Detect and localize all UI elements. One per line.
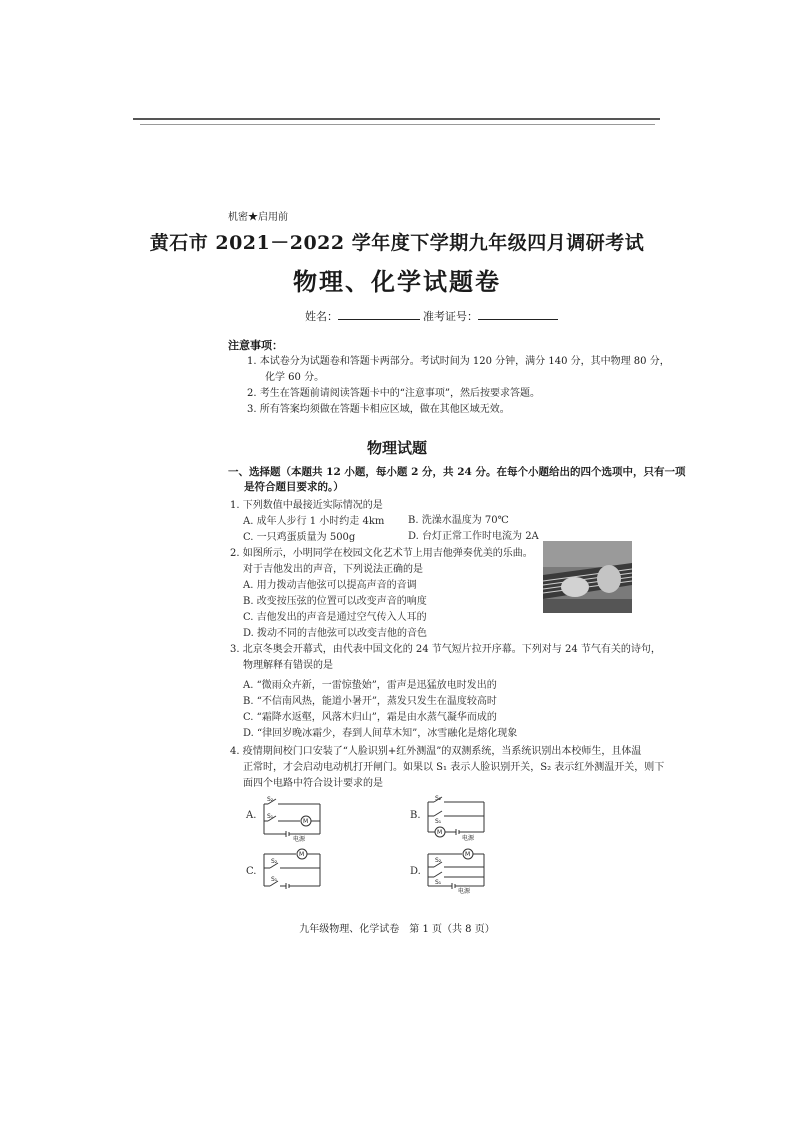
- q4-option-c-label: C.: [246, 866, 257, 877]
- q2-option-c: C. 吉他发出的声音是通过空气传入人耳的: [243, 612, 427, 623]
- circuit-c-motor-label: M: [299, 851, 305, 858]
- q2-option-a: A. 用力拨动吉他弦可以提高声音的音调: [243, 580, 417, 591]
- scan-top-edge: [133, 118, 660, 120]
- q2-stem-line1: 2. 如图所示，小明同学在校园文化艺术节上用吉他弹奏优美的乐曲。: [230, 548, 533, 559]
- q2-option-b: B. 改变按压弦的位置可以改变声音的响度: [243, 596, 427, 607]
- circuit-b-s2-label: S₂: [435, 795, 442, 802]
- circuit-a-diagram: [258, 792, 326, 842]
- name-blank[interactable]: [338, 309, 420, 320]
- q1-option-a: A. 成年人步行 1 小时约走 4km: [243, 516, 385, 527]
- note-line-1: 1. 本试卷分为试题卷和答题卡两部分。考试时间为 120 分钟，满分 140 分，其中物理 80 分，: [247, 356, 670, 367]
- q3-option-b: B. “不信南风热，能道小暑开”，蒸发只发生在温度较高时: [243, 696, 497, 707]
- q1-option-b: B. 洗澡水温度为 70℃: [408, 515, 509, 526]
- circuit-c-s1-label: S₁: [271, 876, 278, 883]
- exam-title: 黄石市 2021－2022 学年度下学期九年级四月调研考试: [149, 232, 645, 254]
- circuit-d-s2-label: S₂: [435, 857, 442, 864]
- note-line-3: 3. 所有答案均须做在答题卡相应区域，做在其他区域无效。: [247, 404, 510, 415]
- q3-stem-line2: 物理解释有错误的是: [243, 660, 333, 671]
- circuit-c-s2-label: S₂: [271, 858, 278, 865]
- q2-option-d: D. 拨动不同的吉他弦可以改变吉他的音色: [243, 628, 428, 639]
- note-line-2: 2. 考生在答题前请阅读答题卡中的“注意事项”，然后按要求答题。: [247, 388, 540, 399]
- circuit-c-diagram: [258, 844, 326, 894]
- guitar-photo: [543, 541, 632, 613]
- q3-option-c: C. “霜降水返壑，风落木归山”，霜是由水蒸气凝华而成的: [243, 712, 497, 723]
- q2-stem-line2: 对于吉他发出的声音，下列说法正确的是: [243, 564, 423, 575]
- scan-top-edge-shadow: [140, 124, 655, 125]
- q3-option-a: A. “微雨众卉新，一雷惊蛰始”，雷声是迅猛放电时发出的: [243, 680, 497, 691]
- circuit-b-motor-label: M: [437, 829, 443, 836]
- q3-stem-line1: 3. 北京冬奥会开幕式，由代表中国文化的 24 节气短片拉开序幕。下列对与 24 节气有关的诗句，: [230, 644, 661, 655]
- circuit-a-s2-label: S₂: [267, 796, 274, 803]
- exam-id-blank[interactable]: [478, 309, 558, 320]
- circuit-a-s1-label: S₁: [267, 813, 274, 820]
- q4-stem-line2: 正常时，才会启动电动机打开闸门。如果以 S₁ 表示人脸识别开关，S₂ 表示红外测温开关，则下: [243, 762, 665, 773]
- section-title-physics: 物理试题: [366, 439, 427, 457]
- q4-option-b-label: B.: [410, 810, 421, 821]
- note-line-1-cont: 化学 60 分。: [265, 372, 325, 383]
- circuit-b-power-label: 电源: [462, 835, 475, 842]
- circuit-d-power-label: 电源: [458, 888, 471, 894]
- q4-option-d-label: D.: [410, 866, 421, 877]
- circuit-d-s1-label: S₁: [435, 879, 442, 886]
- exam-subtitle: 物理、化学试题卷: [293, 267, 501, 296]
- part1-heading-line1: 一、选择题（本题共 12 小题，每小题 2 分，共 24 分。在每个小题给出的四个选项中，只有一项: [228, 466, 686, 478]
- circuit-a-power-label: 电源: [293, 836, 306, 842]
- circuit-b-diagram: [422, 792, 490, 842]
- name-field[interactable]: [305, 308, 420, 324]
- q3-option-d: D. “律回岁晚冰霜少，春到人间草木知”，冰雪融化是熔化现象: [243, 728, 518, 739]
- q4-stem-line3: 面四个电路中符合设计要求的是: [243, 778, 383, 789]
- part1-heading-line2: 是符合题目要求的。）: [244, 481, 344, 493]
- name-label: 姓名：: [305, 310, 338, 323]
- notes-heading: 注意事项：: [228, 339, 283, 352]
- exam-id-label: 准考证号：: [423, 310, 478, 323]
- exam-id-field[interactable]: [423, 308, 558, 324]
- circuit-b-s1-label: S₁: [435, 818, 442, 825]
- circuit-a-motor-label: M: [303, 818, 309, 825]
- q1-option-d: D. 台灯正常工作时电流为 2A: [408, 531, 539, 542]
- q4-stem-line1: 4. 疫情期间校门口安装了“人脸识别+红外测温”的双测系统，当系统识别出本校师生，且体温: [230, 746, 642, 757]
- confidential-mark: 机密★启用前: [228, 212, 288, 223]
- circuit-d-diagram: [422, 844, 490, 894]
- q1-stem: 1. 下列数值中最接近实际情况的是: [230, 500, 383, 511]
- circuit-d-motor-label: M: [465, 851, 471, 858]
- page-footer: 九年级物理、化学试卷 第 1 页（共 8 页）: [299, 924, 495, 935]
- q4-option-a-label: A.: [246, 810, 257, 821]
- q1-option-c: C. 一只鸡蛋质量为 500g: [243, 532, 356, 543]
